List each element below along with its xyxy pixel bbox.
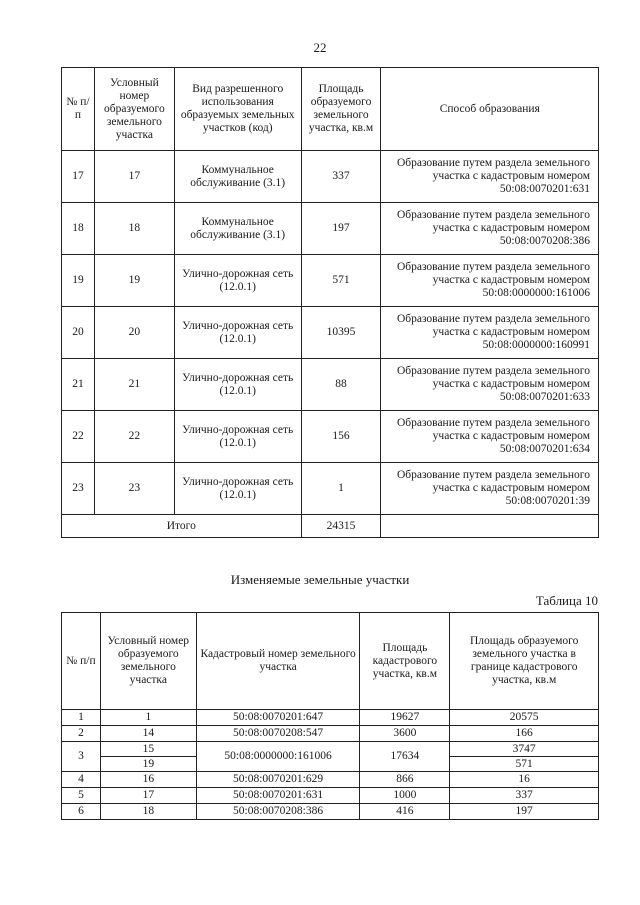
cell-index: 5: [62, 788, 101, 804]
table-row: [62, 742, 599, 757]
cell-formation-method: Образование путем раздела земельного участка с кадастровым номером 50:08:0070208:386: [381, 203, 599, 255]
cell-formation-method: Образование путем раздела земельного участка с кадастровым номером 50:08:0070201:634: [381, 411, 599, 463]
cell-index: 20: [62, 307, 95, 359]
col-header-index: № п/п: [62, 68, 95, 151]
cell-plot-number: 18: [100, 804, 196, 820]
cell-plot-number: 18: [94, 203, 174, 255]
total-empty-cell: [381, 515, 599, 538]
cell-cadastral-area: 19627: [360, 710, 450, 726]
cell-index: 2: [62, 726, 101, 742]
cell-part-area: 20575: [450, 710, 599, 726]
table-row: [62, 804, 599, 820]
cell-cadastral-number: 50:08:0070201:631: [196, 788, 360, 804]
cell-cadastral-number: 50:08:0070208:386: [196, 804, 360, 820]
cell-index: 21: [62, 359, 95, 411]
table-header-row: [62, 68, 599, 151]
cell-permitted-use: Коммунальное обслуживание (3.1): [174, 151, 301, 203]
col-header-cadastral-area: Площадь кадастрового участка, кв.м: [360, 613, 450, 710]
cell-formation-method: Образование путем раздела земельного участка с кадастровым номером 50:08:0070201:631: [381, 151, 599, 203]
cell-cadastral-area: 3600: [360, 726, 450, 742]
cell-cadastral-area: 866: [360, 772, 450, 788]
table-row: [62, 788, 599, 804]
cell-formation-method: Образование путем раздела земельного участка с кадастровым номером 50:08:0070201:39: [381, 463, 599, 515]
col-header-area: Площадь образуемого земельного участка, кв.м: [301, 68, 381, 151]
cell-index: 18: [62, 203, 95, 255]
cell-plot-number: 19: [94, 255, 174, 307]
cell-plot-number: 17: [94, 151, 174, 203]
cell-area: 88: [301, 359, 381, 411]
cell-formation-method: Образование путем раздела земельного участка с кадастровым номером 50:08:0000000:161006: [381, 255, 599, 307]
cell-area: 337: [301, 151, 381, 203]
cell-permitted-use: Улично-дорожная сеть (12.0.1): [174, 411, 301, 463]
modified-plots-table: [61, 612, 599, 820]
cell-part-area: 337: [450, 788, 599, 804]
cell-permitted-use: Улично-дорожная сеть (12.0.1): [174, 463, 301, 515]
cell-formation-method: Образование путем раздела земельного участка с кадастровым номером 50:08:0000000:160991: [381, 307, 599, 359]
cell-plot-number: 16: [100, 772, 196, 788]
table-row: [62, 710, 599, 726]
section-title: Изменяемые земельные участки: [230, 572, 410, 587]
col-header-plot-number: Условный номер образуемого земельного участка: [94, 68, 174, 151]
cell-index: 6: [62, 804, 101, 820]
cell-cadastral-number: 50:08:0070208:547: [196, 726, 360, 742]
table-row: [62, 463, 599, 515]
table-row: [62, 772, 599, 788]
cell-area: 1: [301, 463, 381, 515]
table-row: [62, 411, 599, 463]
cell-plot-number: 19: [100, 757, 196, 772]
cell-plot-number: 21: [94, 359, 174, 411]
cell-area: 156: [301, 411, 381, 463]
total-label: Итого: [62, 515, 302, 538]
cell-plot-number: 22: [94, 411, 174, 463]
total-row: [62, 515, 599, 538]
cell-index: 4: [62, 772, 101, 788]
cell-area: 197: [301, 203, 381, 255]
cell-permitted-use: Улично-дорожная сеть (12.0.1): [174, 307, 301, 359]
cell-cadastral-area: 17634: [360, 742, 450, 772]
table-row: [62, 255, 599, 307]
col-header-index: № п/п: [62, 613, 101, 710]
cell-permitted-use: Коммунальное обслуживание (3.1): [174, 203, 301, 255]
cell-plot-number: 20: [94, 307, 174, 359]
cell-cadastral-number: 50:08:0070201:629: [196, 772, 360, 788]
col-header-formation-method: Способ образования: [381, 68, 599, 151]
cell-part-area: 197: [450, 804, 599, 820]
table-row: [62, 726, 599, 742]
cell-cadastral-area: 416: [360, 804, 450, 820]
col-header-permitted-use: Вид разрешенного использования образуемых земельных участков (код): [174, 68, 301, 151]
table-label: Таблица 10: [535, 593, 598, 608]
cell-index: 3: [62, 742, 101, 772]
cell-index: 17: [62, 151, 95, 203]
formed-plots-table: [61, 67, 599, 538]
cell-plot-number: 23: [94, 463, 174, 515]
cell-permitted-use: Улично-дорожная сеть (12.0.1): [174, 255, 301, 307]
col-header-plot-number: Условный номер образуемого земельного участка: [100, 613, 196, 710]
cell-part-area: 3747: [450, 742, 599, 757]
cell-plot-number: 14: [100, 726, 196, 742]
cell-index: 19: [62, 255, 95, 307]
cell-part-area: 166: [450, 726, 599, 742]
table-row: [62, 359, 599, 411]
page-number: 22: [313, 40, 327, 55]
cell-area: 571: [301, 255, 381, 307]
cell-plot-number: 17: [100, 788, 196, 804]
cell-cadastral-number: 50:08:0000000:161006: [196, 742, 360, 772]
table-row: [62, 307, 599, 359]
col-header-cadastral-number: Кадастровый номер земельного участка: [196, 613, 360, 710]
table-row: [62, 151, 599, 203]
cell-area: 10395: [301, 307, 381, 359]
cell-permitted-use: Улично-дорожная сеть (12.0.1): [174, 359, 301, 411]
cell-cadastral-number: 50:08:0070201:647: [196, 710, 360, 726]
table-header-row: [62, 613, 599, 710]
cell-part-area: 571: [450, 757, 599, 772]
cell-index: 22: [62, 411, 95, 463]
cell-index: 23: [62, 463, 95, 515]
cell-formation-method: Образование путем раздела земельного участка с кадастровым номером 50:08:0070201:633: [381, 359, 599, 411]
cell-plot-number: 1: [100, 710, 196, 726]
col-header-part-area: Площадь образуемого земельного участка в границе кадастрового участка, кв.м: [450, 613, 599, 710]
total-value: 24315: [301, 515, 381, 538]
cell-plot-number: 15: [100, 742, 196, 757]
table-row: [62, 203, 599, 255]
cell-index: 1: [62, 710, 101, 726]
cell-part-area: 16: [450, 772, 599, 788]
cell-cadastral-area: 1000: [360, 788, 450, 804]
